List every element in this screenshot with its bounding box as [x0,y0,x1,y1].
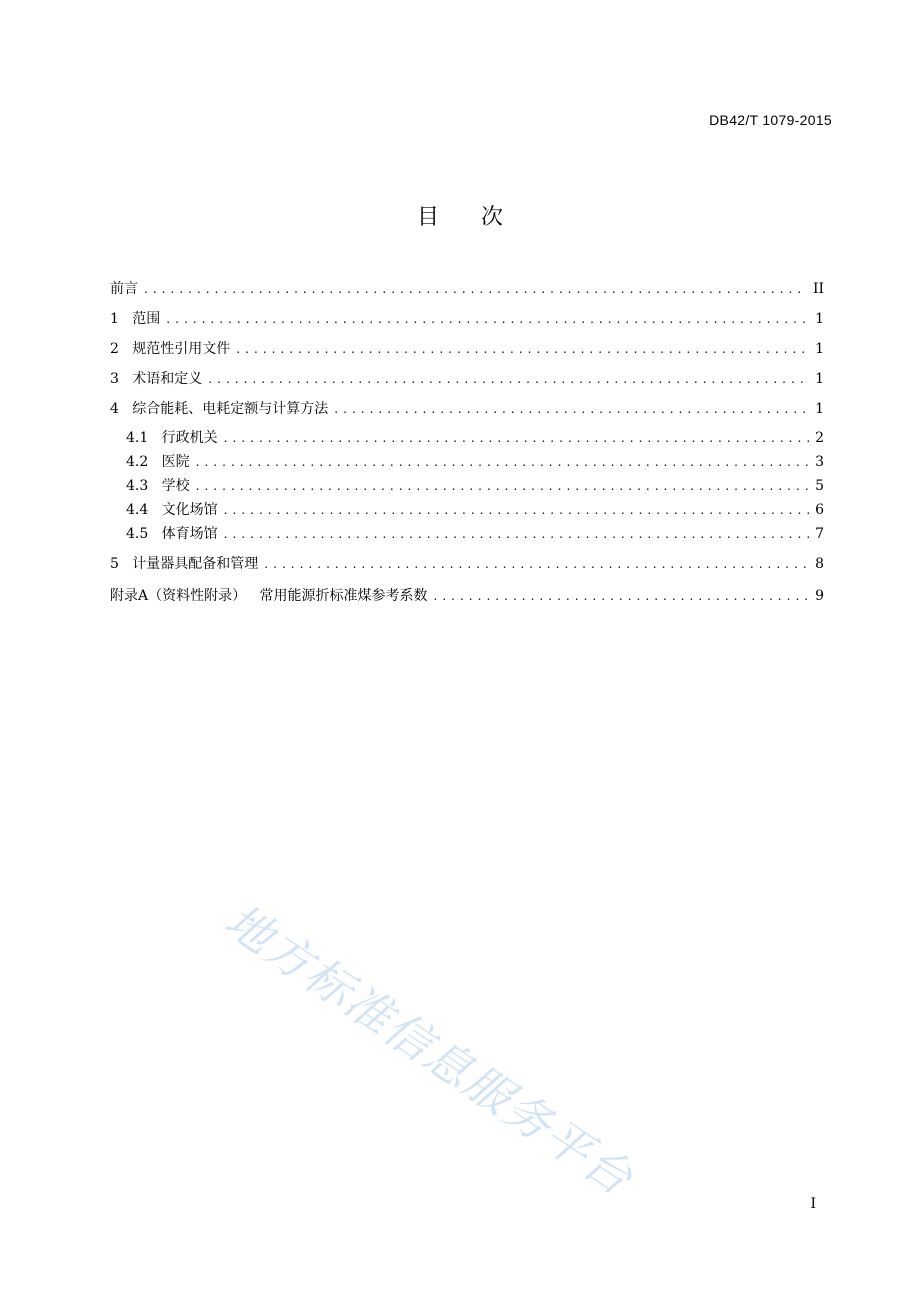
toc-entry-number: 2 [110,341,119,357]
toc-entry-4-1[interactable] [126,428,824,448]
toc-entry-label: 行政机关 [161,430,218,446]
toc-leader-dots [224,428,809,448]
toc-entry-scope[interactable] [110,309,824,329]
toc-entry-page: 7 [815,526,824,542]
toc-entry-number: 4 [110,401,119,417]
toc-entry-label: 前言 [110,281,138,297]
toc-entry-energy-quota[interactable] [110,399,824,419]
toc-entry-page: 9 [815,588,824,604]
toc-entry-label: 体育场馆 [161,526,218,542]
toc-entry-page: 1 [815,341,824,357]
toc-entry-normative-references[interactable] [110,339,824,359]
title-part-1: 目 [416,205,439,230]
page-title [0,200,920,231]
toc-entry-number: 1 [110,311,119,327]
toc-entry-number: 附录A（资料性附录） [110,588,247,604]
toc-entry-4-2[interactable] [126,452,824,472]
toc-leader-dots [208,369,809,389]
toc-entry-4-4[interactable] [126,500,824,520]
toc-entry-label: 常用能源折标准煤参考系数 [259,588,428,604]
toc-entry-page: 2 [815,430,824,446]
toc-leader-dots [166,309,809,329]
toc-entry-page: 3 [815,454,824,470]
toc-leader-dots [236,339,809,359]
toc-entry-label: 文化场馆 [161,502,218,518]
toc-entry-page: 6 [815,502,824,518]
toc-entry-page: 1 [815,371,824,387]
toc-entry-page: II [812,281,824,297]
toc-entry-terms[interactable] [110,369,824,389]
toc-leader-dots [224,524,809,544]
title-part-2: 次 [481,205,504,230]
toc-entry-metering[interactable] [110,554,824,574]
toc-leader-dots [224,500,809,520]
toc-entry-4-5[interactable] [126,524,824,544]
toc-leader-dots [196,452,809,472]
toc-leader-dots [334,399,809,419]
toc-entry-foreword[interactable] [110,279,824,299]
watermark: 地方标准信息服务平台 [215,893,644,1207]
toc-entry-label: 学校 [161,478,190,494]
toc-entry-number: 4.3 [126,478,149,494]
toc-leader-dots [264,554,809,574]
toc-entry-page: 8 [815,556,824,572]
page-number: I [810,1196,816,1212]
toc-entry-number: 4.4 [126,502,149,518]
toc-entry-4-3[interactable] [126,476,824,496]
toc-leader-dots [144,279,807,299]
toc-entry-label: 计量器具配备和管理 [132,556,259,572]
toc-entry-label: 医院 [161,454,190,470]
toc-entry-number: 3 [110,371,119,387]
toc-entry-page: 5 [815,478,824,494]
toc-entry-label: 术语和定义 [132,371,203,387]
toc-entry-label: 规范性引用文件 [132,341,231,357]
toc-leader-dots [196,476,809,496]
toc-entry-number: 4.2 [126,454,149,470]
toc-entry-label: 范围 [132,311,161,327]
toc-entry-page: 1 [815,401,824,417]
toc-entry-number: 4.1 [126,430,149,446]
toc-entry-page: 1 [815,311,824,327]
toc-entry-number: 5 [110,556,119,572]
document-code: DB42/T 1079-2015 [709,112,832,128]
toc-entry-appendix-a[interactable] [110,586,824,606]
toc-entry-number: 4.5 [126,526,149,542]
toc-leader-dots [433,586,809,606]
toc-entry-label: 综合能耗、电耗定额与计算方法 [132,401,329,417]
